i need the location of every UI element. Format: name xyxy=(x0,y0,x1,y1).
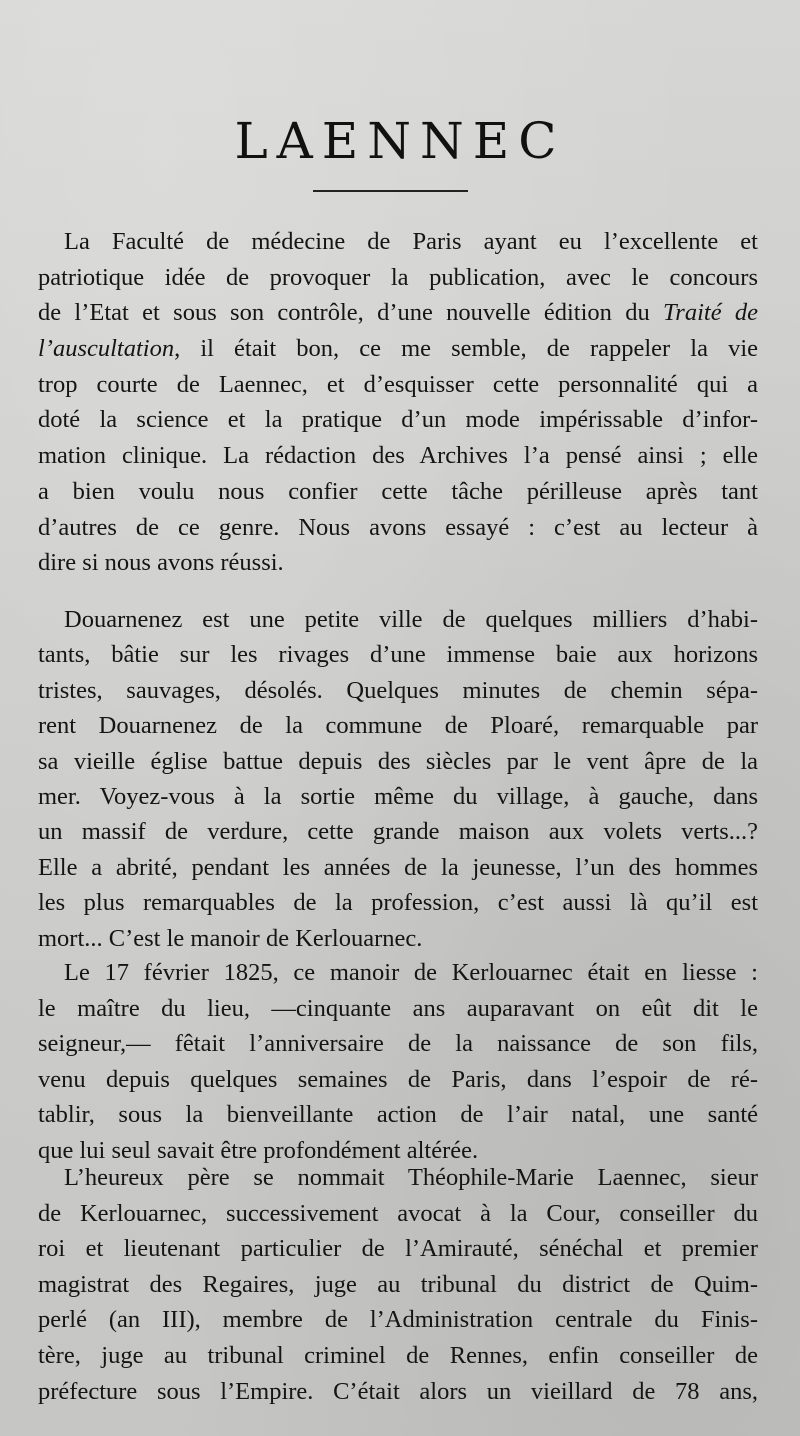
text-line: perlé (an III), membre de l’Administration centrale du Finis- xyxy=(38,1306,758,1334)
text-line: sa vieille église battue depuis des siècles par le vent âpre de la xyxy=(38,747,758,775)
text-line: Douarnenez est une petite ville de quelques milliers d’habi- xyxy=(64,606,758,633)
text-line: le maître du lieu, —cinquante ans auparavant on eût dit le xyxy=(38,994,758,1022)
text-line: roi et lieutenant particulier de l’Amirauté, sénéchal et premier xyxy=(38,1235,758,1263)
paragraph-4 xyxy=(38,1160,758,1409)
text-line: seigneur,— fêtait l’anniversaire de la naissance de son fils, xyxy=(38,1030,758,1058)
text-line: de Kerlouarnec, successivement avocat à la Cour, conseiller du xyxy=(38,1199,758,1227)
title-divider xyxy=(313,190,468,192)
text-line: l’auscultation, il était bon, ce me semble, de rappeler la vie xyxy=(38,335,758,363)
text-line: magistrat des Regaires, juge au tribunal du district de Quim- xyxy=(38,1270,758,1298)
text-line: mort... C’est le manoir de Kerlouarnec. xyxy=(38,924,423,952)
text-line: a bien voulu nous confier cette tâche périlleuse après tant xyxy=(38,477,758,505)
text-line: La Faculté de médecine de Paris ayant eu l’excellente et xyxy=(64,228,758,255)
text-line: mation clinique. La rédaction des Archives l’a pensé ainsi ; elle xyxy=(38,442,758,470)
chapter-title: LAENNEC xyxy=(234,112,566,170)
text-line: les plus remarquables de la profession, c’est aussi là qu’il est xyxy=(38,889,758,917)
text-line: tristes, sauvages, désolés. Quelques minutes de chemin sépa- xyxy=(38,676,758,704)
book-title-italic: l’auscultation xyxy=(38,335,175,363)
paragraph-2 xyxy=(38,602,758,956)
text-line: d’autres de ce genre. Nous avons essayé : c’est au lecteur à xyxy=(38,513,758,541)
paragraph-3 xyxy=(38,955,758,1169)
text-line: dire si nous avons réussi. xyxy=(38,549,284,577)
text-line: tablir, sous la bienveillante action de l’air natal, une santé xyxy=(38,1101,758,1129)
text-line: L’heureux père se nommait Théophile-Marie Laennec, sieur xyxy=(64,1164,758,1191)
text-line: tants, bâtie sur les rivages d’une immense baie aux horizons xyxy=(38,641,758,669)
text-line: doté la science et la pratique d’un mode impérissable d’infor- xyxy=(38,406,758,434)
text-line: un massif de verdure, cette grande maison aux volets verts...? xyxy=(38,818,758,846)
paragraph-1 xyxy=(38,224,758,581)
text-line: Elle a abrité, pendant les années de la jeunesse, l’un des hommes xyxy=(38,853,758,881)
text-line xyxy=(38,295,758,331)
text-line: Le 17 février 1825, ce manoir de Kerlouarnec était en liesse : xyxy=(64,959,758,986)
text-line: rent Douarnenez de la commune de Ploaré, remarquable par xyxy=(38,712,758,740)
text-line: préfecture sous l’Empire. C’était alors un vieillard de 78 ans, xyxy=(38,1377,758,1405)
text-line: tère, juge au tribunal criminel de Rennes, enfin conseiller de xyxy=(38,1341,758,1369)
text-line: que lui seul savait être profondément altérée. xyxy=(38,1136,479,1164)
text-line: mer. Voyez-vous à la sortie même du village, à gauche, dans xyxy=(38,782,758,810)
line-text: de l’Etat et sous son contrôle, d’une nouvelle édition du Traité de xyxy=(38,299,758,327)
text-line: venu depuis quelques semaines de Paris, dans l’espoir de ré- xyxy=(38,1065,758,1093)
book-title-italic: Traité de xyxy=(663,299,758,327)
text-line: patriotique idée de provoquer la publication, avec le concours xyxy=(38,263,758,291)
text-line: trop courte de Laennec, et d’esquisser cette personnalité qui a xyxy=(38,370,758,398)
